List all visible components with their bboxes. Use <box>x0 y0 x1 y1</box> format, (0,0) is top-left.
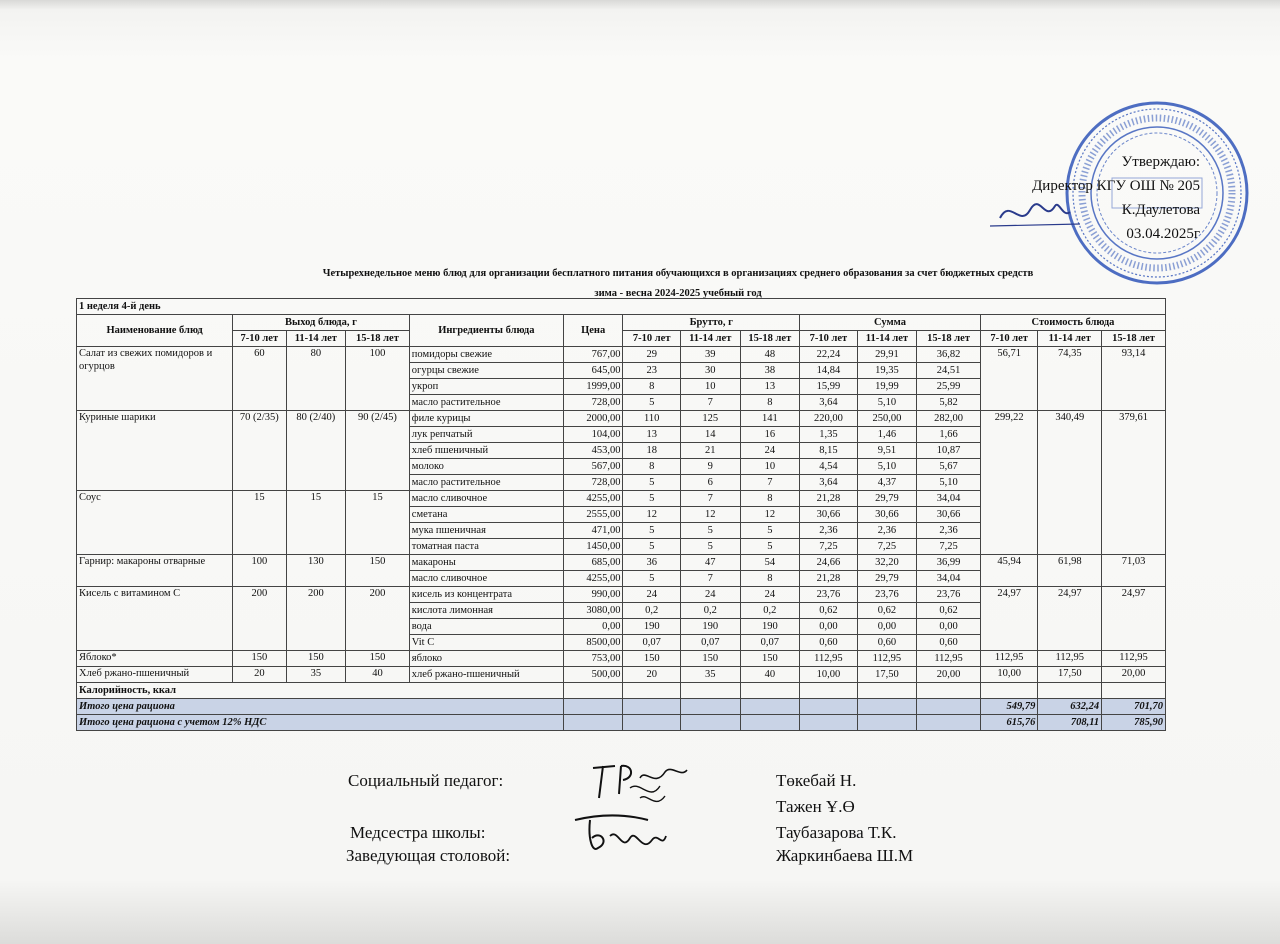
brutto-value: 7 <box>680 395 740 411</box>
brutto-value: 24 <box>740 443 800 459</box>
ingredient-price: 728,00 <box>563 475 623 491</box>
menu-subtitle: зима - весна 2024-2025 учебный год <box>594 288 762 299</box>
nurse-signature <box>570 808 670 863</box>
brutto-value: 141 <box>740 411 800 427</box>
sum-value: 2,36 <box>857 523 917 539</box>
vat-total-value: 615,76 <box>980 715 1038 731</box>
brutto-value: 190 <box>680 619 740 635</box>
social-pedagogue-name: Төкебай Н. <box>776 771 857 790</box>
dish-output: 200 <box>346 587 410 651</box>
dish-name: Соус <box>77 491 233 555</box>
dish-output: 40 <box>346 667 410 683</box>
table-row <box>77 411 1166 427</box>
sum-value: 8,15 <box>800 443 858 459</box>
dish-name: Салат из свежих помидоров и огурцов <box>77 347 233 411</box>
sum-value: 24,51 <box>917 363 981 379</box>
sum-value: 10,87 <box>917 443 981 459</box>
sum-value: 3,64 <box>800 475 858 491</box>
sum-value: 5,10 <box>857 459 917 475</box>
sum-value: 4,37 <box>857 475 917 491</box>
age-header: 15-18 лет <box>917 331 981 347</box>
ingredient-name: масло растительное <box>409 475 563 491</box>
ingredient-price: 3080,00 <box>563 603 623 619</box>
brutto-value: 12 <box>680 507 740 523</box>
col-dish: Наименование блюд <box>77 315 233 347</box>
dish-cost: 24,97 <box>980 587 1038 651</box>
brutto-value: 5 <box>740 523 800 539</box>
menu-title: Четырехнедельное меню блюд для организации бесплатного питания обучающихся в организациях среднего образования за счет бюджетных средств <box>322 268 1034 279</box>
brutto-value: 0,2 <box>740 603 800 619</box>
sum-value: 21,28 <box>800 491 858 507</box>
dish-output: 35 <box>286 667 346 683</box>
sum-value: 23,76 <box>917 587 981 603</box>
dish-output: 100 <box>346 347 410 411</box>
sum-value: 112,95 <box>800 651 858 667</box>
age-header: 15-18 лет <box>1102 331 1166 347</box>
sum-value: 20,00 <box>917 667 981 683</box>
brutto-value: 110 <box>623 411 681 427</box>
brutto-value: 7 <box>740 475 800 491</box>
col-brutto: Брутто, г <box>623 315 800 331</box>
dish-name: Куриные шарики <box>77 411 233 491</box>
sum-value: 25,99 <box>917 379 981 395</box>
ingredient-name: масло растительное <box>409 395 563 411</box>
col-cost: Стоимость блюда <box>980 315 1165 331</box>
sum-value: 19,35 <box>857 363 917 379</box>
sum-value: 5,67 <box>917 459 981 475</box>
brutto-value: 38 <box>740 363 800 379</box>
table-row <box>77 555 1166 571</box>
sum-value: 19,99 <box>857 379 917 395</box>
ingredient-price: 471,00 <box>563 523 623 539</box>
brutto-value: 8 <box>623 379 681 395</box>
canteen-head-label: Заведующая столовой: <box>346 846 511 865</box>
dish-name: Хлеб ржано-пшеничный <box>77 667 233 683</box>
vat-total-value: 708,11 <box>1038 715 1102 731</box>
brutto-value: 5 <box>623 395 681 411</box>
brutto-value: 8 <box>740 491 800 507</box>
brutto-value: 47 <box>680 555 740 571</box>
brutto-value: 7 <box>680 571 740 587</box>
ingredient-price: 8500,00 <box>563 635 623 651</box>
brutto-value: 29 <box>623 347 681 363</box>
menu-table <box>76 298 1166 731</box>
sum-value: 220,00 <box>800 411 858 427</box>
sum-value: 9,51 <box>857 443 917 459</box>
ingredient-price: 728,00 <box>563 395 623 411</box>
dish-output: 20 <box>233 667 286 683</box>
ingredient-name: масло сливочное <box>409 491 563 507</box>
dish-output: 150 <box>233 651 286 667</box>
age-header: 11-14 лет <box>857 331 917 347</box>
dish-cost: 24,97 <box>1102 587 1166 651</box>
dish-cost: 93,14 <box>1102 347 1166 411</box>
ingredient-name: масло сливочное <box>409 571 563 587</box>
ingredient-price: 1450,00 <box>563 539 623 555</box>
sum-value: 17,50 <box>857 667 917 683</box>
brutto-value: 5 <box>623 539 681 555</box>
ingredient-price: 767,00 <box>563 347 623 363</box>
ingredient-price: 990,00 <box>563 587 623 603</box>
brutto-value: 20 <box>623 667 681 683</box>
table-row <box>77 651 1166 667</box>
brutto-value: 40 <box>740 667 800 683</box>
sum-value: 0,00 <box>857 619 917 635</box>
brutto-value: 48 <box>740 347 800 363</box>
brutto-value: 190 <box>623 619 681 635</box>
sum-value: 10,00 <box>800 667 858 683</box>
sum-value: 0,60 <box>917 635 981 651</box>
ingredient-name: огурцы свежие <box>409 363 563 379</box>
ingredient-price: 567,00 <box>563 459 623 475</box>
ingredient-price: 104,00 <box>563 427 623 443</box>
sum-value: 0,60 <box>800 635 858 651</box>
age-header: 7-10 лет <box>980 331 1038 347</box>
ingredient-name: вода <box>409 619 563 635</box>
sum-value: 15,99 <box>800 379 858 395</box>
brutto-value: 13 <box>740 379 800 395</box>
brutto-value: 16 <box>740 427 800 443</box>
dish-cost: 10,00 <box>980 667 1038 683</box>
sum-value: 14,84 <box>800 363 858 379</box>
ingredient-price: 685,00 <box>563 555 623 571</box>
ingredient-name: сметана <box>409 507 563 523</box>
brutto-value: 0,2 <box>623 603 681 619</box>
dish-cost: 340,49 <box>1038 411 1102 555</box>
sum-value: 5,10 <box>917 475 981 491</box>
brutto-value: 5 <box>623 571 681 587</box>
brutto-value: 54 <box>740 555 800 571</box>
sum-value: 36,82 <box>917 347 981 363</box>
sum-value: 1,46 <box>857 427 917 443</box>
sum-value: 3,64 <box>800 395 858 411</box>
brutto-value: 190 <box>740 619 800 635</box>
dish-output: 90 (2/45) <box>346 411 410 491</box>
table-row <box>77 587 1166 603</box>
sum-value: 0,00 <box>800 619 858 635</box>
approval-title: Утверждаю: <box>1121 154 1200 170</box>
brutto-value: 0,07 <box>680 635 740 651</box>
ingredient-name: лук репчатый <box>409 427 563 443</box>
sum-value: 30,66 <box>917 507 981 523</box>
age-header: 15-18 лет <box>740 331 800 347</box>
brutto-value: 5 <box>740 539 800 555</box>
dish-cost: 112,95 <box>1038 651 1102 667</box>
table-row <box>77 347 1166 363</box>
brutto-value: 12 <box>623 507 681 523</box>
sum-value: 7,25 <box>857 539 917 555</box>
dish-cost: 112,95 <box>980 651 1038 667</box>
sum-value: 0,62 <box>857 603 917 619</box>
sum-value: 36,99 <box>917 555 981 571</box>
nurse-name: Таубазарова Т.К. <box>776 823 897 842</box>
brutto-value: 5 <box>623 475 681 491</box>
sum-value: 250,00 <box>857 411 917 427</box>
sum-value: 29,79 <box>857 491 917 507</box>
approval-name: К.Даулетова <box>1121 202 1200 218</box>
sum-value: 32,20 <box>857 555 917 571</box>
dish-output: 150 <box>346 651 410 667</box>
dish-cost: 74,35 <box>1038 347 1102 411</box>
age-header: 7-10 лет <box>800 331 858 347</box>
sum-value: 24,66 <box>800 555 858 571</box>
col-price: Цена <box>563 315 623 347</box>
dish-name: Гарнир: макароны отварные <box>77 555 233 587</box>
brutto-value: 6 <box>680 475 740 491</box>
brutto-value: 0,2 <box>680 603 740 619</box>
brutto-value: 5 <box>680 539 740 555</box>
ingredient-name: Vit C <box>409 635 563 651</box>
ingredient-name: кисель из концентрата <box>409 587 563 603</box>
dish-name: Кисель с витамином С <box>77 587 233 651</box>
sum-value: 5,82 <box>917 395 981 411</box>
sum-value: 0,62 <box>917 603 981 619</box>
dish-output: 80 <box>286 347 346 411</box>
brutto-value: 10 <box>740 459 800 475</box>
brutto-value: 30 <box>680 363 740 379</box>
dish-cost: 24,97 <box>1038 587 1102 651</box>
brutto-value: 12 <box>740 507 800 523</box>
col-sum: Сумма <box>800 315 981 331</box>
dish-cost: 71,03 <box>1102 555 1166 587</box>
table-row <box>77 667 1166 683</box>
ingredient-name: хлеб пшеничный <box>409 443 563 459</box>
brutto-value: 7 <box>680 491 740 507</box>
sum-value: 23,76 <box>857 587 917 603</box>
brutto-value: 150 <box>680 651 740 667</box>
ingredient-name: мука пшеничная <box>409 523 563 539</box>
dish-cost: 45,94 <box>980 555 1038 587</box>
age-header: 11-14 лет <box>286 331 346 347</box>
dish-output: 15 <box>346 491 410 555</box>
brutto-value: 14 <box>680 427 740 443</box>
dish-output: 130 <box>286 555 346 587</box>
ingredient-price: 2000,00 <box>563 411 623 427</box>
dish-output: 150 <box>346 555 410 587</box>
brutto-value: 24 <box>680 587 740 603</box>
brutto-value: 21 <box>680 443 740 459</box>
sum-value: 7,25 <box>917 539 981 555</box>
sum-value: 22,24 <box>800 347 858 363</box>
brutto-value: 8 <box>740 571 800 587</box>
brutto-value: 5 <box>680 523 740 539</box>
brutto-value: 8 <box>623 459 681 475</box>
ingredient-price: 0,00 <box>563 619 623 635</box>
nurse-label: Медсестра школы: <box>350 823 486 842</box>
brutto-value: 150 <box>740 651 800 667</box>
sum-value: 0,62 <box>800 603 858 619</box>
dish-output: 15 <box>286 491 346 555</box>
sum-value: 2,36 <box>800 523 858 539</box>
ingredient-name: молоко <box>409 459 563 475</box>
approval-date: 03.04.2025г <box>1126 226 1200 242</box>
sum-value: 1,35 <box>800 427 858 443</box>
ingredient-price: 4255,00 <box>563 491 623 507</box>
calories-label: Калорийность, ккал <box>77 683 564 699</box>
sum-value: 30,66 <box>857 507 917 523</box>
dish-output: 60 <box>233 347 286 411</box>
ingredient-name: яблоко <box>409 651 563 667</box>
ingredient-price: 4255,00 <box>563 571 623 587</box>
sum-value: 34,04 <box>917 571 981 587</box>
approval-position: Директор КГУ ОШ № 205 <box>1032 178 1200 194</box>
brutto-value: 9 <box>680 459 740 475</box>
director-signature <box>985 188 1085 238</box>
dish-output: 100 <box>233 555 286 587</box>
brutto-value: 13 <box>623 427 681 443</box>
brutto-value: 23 <box>623 363 681 379</box>
ingredient-name: укроп <box>409 379 563 395</box>
dish-cost: 20,00 <box>1102 667 1166 683</box>
ingredient-name: кислота лимонная <box>409 603 563 619</box>
sum-value: 1,66 <box>917 427 981 443</box>
brutto-value: 24 <box>740 587 800 603</box>
sum-value: 29,91 <box>857 347 917 363</box>
canteen-head-name: Жаркинбаева Ш.М <box>776 846 914 865</box>
sum-value: 0,00 <box>917 619 981 635</box>
age-header: 15-18 лет <box>346 331 410 347</box>
dish-cost: 379,61 <box>1102 411 1166 555</box>
brutto-value: 0,07 <box>740 635 800 651</box>
brutto-value: 24 <box>623 587 681 603</box>
sum-value: 282,00 <box>917 411 981 427</box>
brutto-value: 36 <box>623 555 681 571</box>
sum-value: 29,79 <box>857 571 917 587</box>
social-pedagogue-name-2: Тажен Ұ.Ө <box>776 797 855 816</box>
brutto-value: 8 <box>740 395 800 411</box>
dish-output: 200 <box>286 587 346 651</box>
dish-output: 80 (2/40) <box>286 411 346 491</box>
sum-value: 112,95 <box>857 651 917 667</box>
vat-total-value: 785,90 <box>1102 715 1166 731</box>
dish-cost: 61,98 <box>1038 555 1102 587</box>
ingredient-price: 2555,00 <box>563 507 623 523</box>
age-header: 7-10 лет <box>233 331 286 347</box>
ingredient-name: помидоры свежие <box>409 347 563 363</box>
dish-output: 15 <box>233 491 286 555</box>
week-day: 1 неделя 4-й день <box>77 299 1166 315</box>
brutto-value: 125 <box>680 411 740 427</box>
brutto-value: 0,07 <box>623 635 681 651</box>
age-header: 7-10 лет <box>623 331 681 347</box>
dish-output: 70 (2/35) <box>233 411 286 491</box>
dish-cost: 56,71 <box>980 347 1038 411</box>
ingredient-price: 645,00 <box>563 363 623 379</box>
sum-value: 34,04 <box>917 491 981 507</box>
brutto-value: 39 <box>680 347 740 363</box>
total-value: 549,79 <box>980 699 1038 715</box>
sum-value: 0,60 <box>857 635 917 651</box>
age-header: 11-14 лет <box>680 331 740 347</box>
ingredient-name: хлеб ржано-пшеничный <box>409 667 563 683</box>
col-output: Выход блюда, г <box>233 315 410 331</box>
total-value: 632,24 <box>1038 699 1102 715</box>
ingredient-name: филе курицы <box>409 411 563 427</box>
brutto-value: 10 <box>680 379 740 395</box>
sum-value: 112,95 <box>917 651 981 667</box>
ingredient-price: 453,00 <box>563 443 623 459</box>
dish-cost: 17,50 <box>1038 667 1102 683</box>
sum-value: 4,54 <box>800 459 858 475</box>
sum-value: 5,10 <box>857 395 917 411</box>
menu-body <box>77 347 1166 683</box>
ingredient-price: 1999,00 <box>563 379 623 395</box>
dish-name: Яблоко* <box>77 651 233 667</box>
brutto-value: 5 <box>623 491 681 507</box>
total-value: 701,70 <box>1102 699 1166 715</box>
sum-value: 23,76 <box>800 587 858 603</box>
vat-total-label: Итого цена рациона с учетом 12% НДС <box>77 715 564 731</box>
ingredient-price: 753,00 <box>563 651 623 667</box>
brutto-value: 35 <box>680 667 740 683</box>
brutto-value: 18 <box>623 443 681 459</box>
total-label: Итого цена рациона <box>77 699 564 715</box>
brutto-value: 150 <box>623 651 681 667</box>
ingredient-price: 500,00 <box>563 667 623 683</box>
brutto-value: 5 <box>623 523 681 539</box>
social-pedagogue-label: Социальный педагог: <box>348 771 504 790</box>
dish-output: 150 <box>286 651 346 667</box>
sum-value: 21,28 <box>800 571 858 587</box>
age-header: 11-14 лет <box>1038 331 1102 347</box>
sum-value: 30,66 <box>800 507 858 523</box>
ingredient-name: макароны <box>409 555 563 571</box>
ingredient-name: томатная паста <box>409 539 563 555</box>
col-ingredients: Ингредиенты блюда <box>409 315 563 347</box>
dish-cost: 112,95 <box>1102 651 1166 667</box>
dish-output: 200 <box>233 587 286 651</box>
dish-cost: 299,22 <box>980 411 1038 555</box>
sum-value: 2,36 <box>917 523 981 539</box>
sum-value: 7,25 <box>800 539 858 555</box>
